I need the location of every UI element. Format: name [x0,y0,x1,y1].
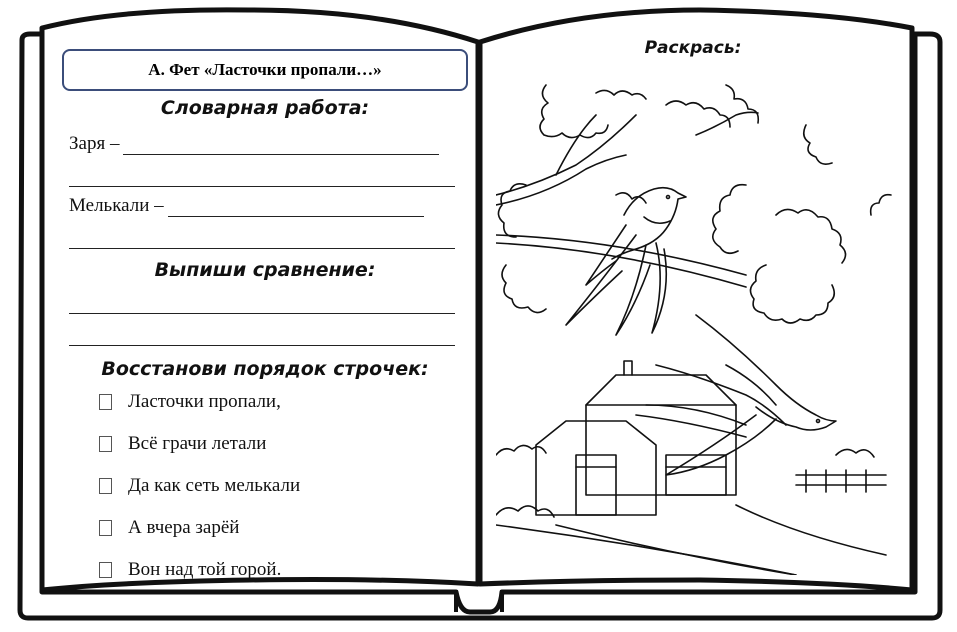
vocab-word: Мелькали – [69,195,164,216]
checkbox[interactable] [99,394,112,410]
checkbox[interactable] [99,520,112,536]
order-heading: Восстанови порядок строчек: [101,358,429,380]
answer-blank[interactable] [168,200,424,217]
poem-title: А. Фет «Ласточки пропали…» [62,49,468,91]
order-line-text: Вон над той горой. [128,559,282,580]
order-line-text: А вчера зарёй [128,517,240,538]
coloring-picture [496,75,896,575]
order-item [99,391,281,413]
checkbox[interactable] [99,436,112,452]
answer-line[interactable] [69,345,455,346]
vocab-word: Заря – [69,133,120,154]
answer-line[interactable] [69,186,455,187]
answer-line[interactable] [69,313,455,314]
order-item [99,433,266,455]
vocab-heading: Словарная работа: [160,97,370,119]
left-page [55,45,475,585]
swallow-perched-icon [566,188,686,335]
order-item [99,559,281,581]
foliage-icon [498,85,891,323]
vocab-row-melkali [69,195,424,217]
vocab-row-zarya [69,133,439,155]
order-item [99,517,239,539]
answer-blank[interactable] [123,138,439,155]
checkbox[interactable] [99,478,112,494]
order-line-text: Ласточки пропали, [128,391,281,412]
order-line-text: Всё грачи летали [128,433,267,454]
comparison-heading: Выпиши сравнение: [154,259,376,281]
order-item [99,475,300,497]
order-line-text: Да как сеть мелькали [128,475,301,496]
coloring-heading: Раскрась: [644,38,742,58]
branch-icon [496,112,758,287]
farm-icon [536,361,886,515]
right-page [484,30,902,585]
bushes-icon [496,445,886,575]
checkbox[interactable] [99,562,112,578]
answer-line[interactable] [69,248,455,249]
